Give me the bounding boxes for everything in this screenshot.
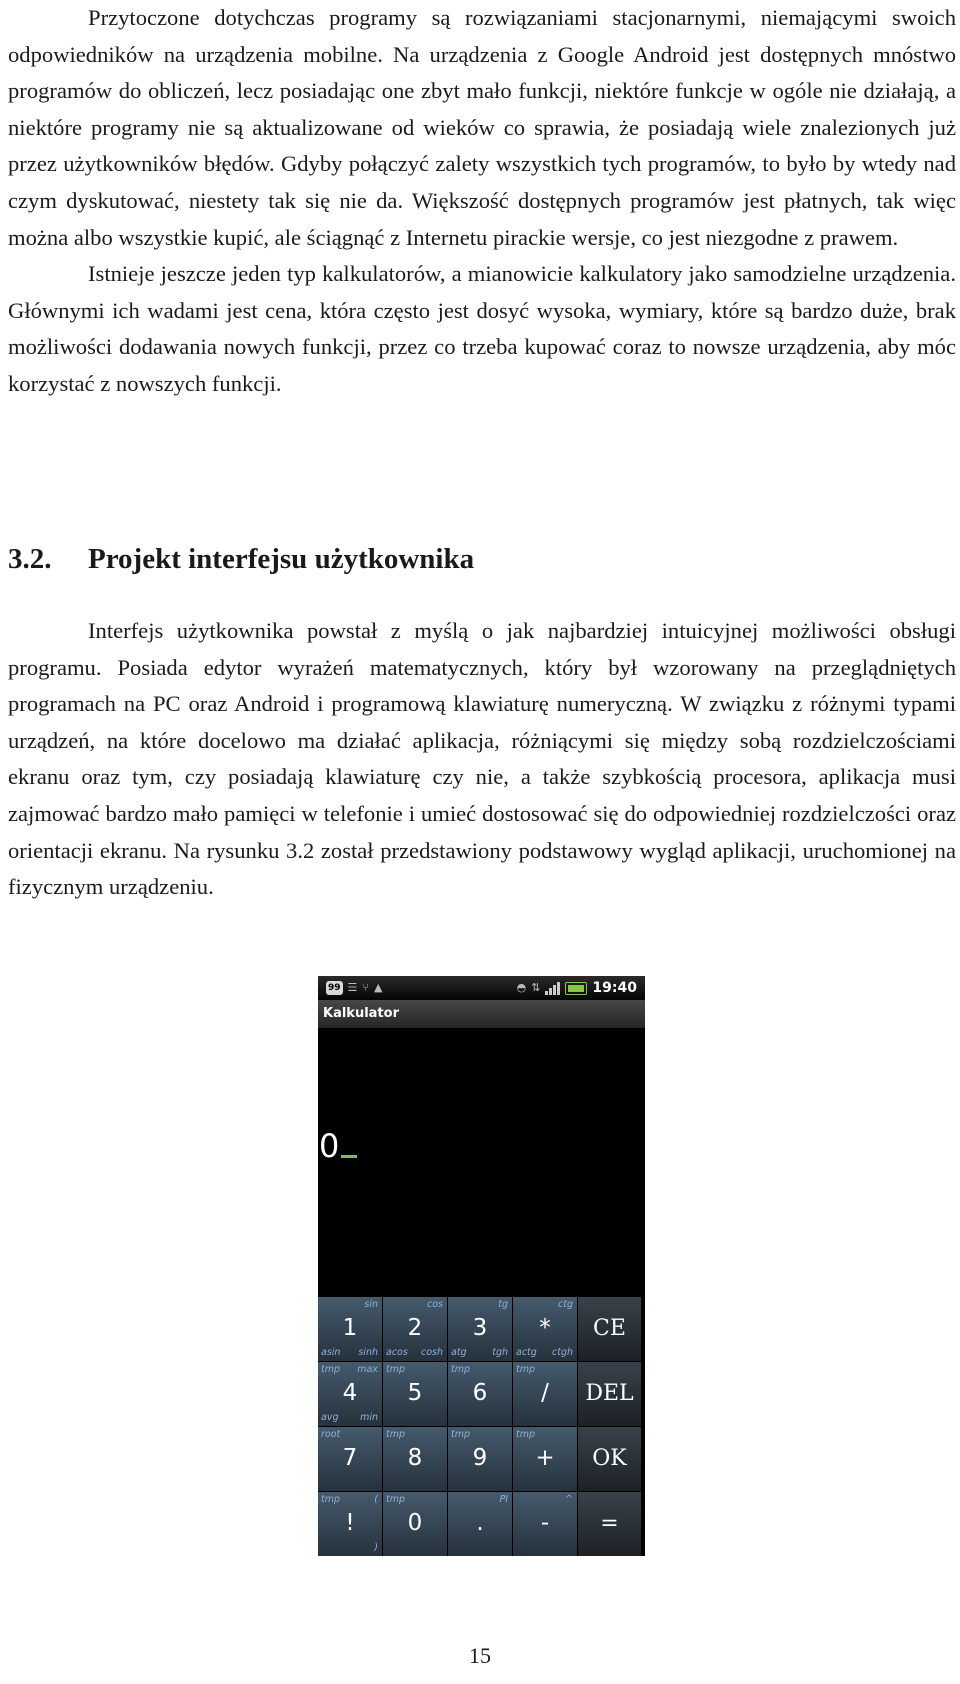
- calc-key[interactable]: [513, 1297, 577, 1361]
- calc-key[interactable]: [448, 1427, 512, 1491]
- key-sublabel-top-left: tmp: [386, 1429, 406, 1440]
- key-sublabel-bottom-left: atg: [451, 1347, 467, 1358]
- calc-key[interactable]: [318, 1427, 382, 1491]
- key-sublabel-top-left: tmp: [451, 1364, 471, 1375]
- section-heading: [8, 541, 474, 577]
- key-label: *: [539, 1315, 551, 1341]
- key-sublabel-top-left: tmp: [386, 1364, 406, 1375]
- notification-icons: [326, 980, 382, 996]
- key-sublabel-bottom-right: tgh: [492, 1347, 508, 1358]
- paragraph: Istnieje jeszcze jeden typ kalkulatorów, a mianowicie kalkulatory jako samodzielne urządzenia. Głównymi ich wadami jest cena, która często jest dosyć wysoka, wymiary, które są bardzo duże, brak możliwości dodawania nowych funkcji, przez co trzeba kupować coraz to nowsze urządzenia, aby móc korzystać z nowszych funkcji.: [8, 261, 956, 396]
- key-sublabel-top-right: (: [374, 1494, 378, 1505]
- key-sublabel-top-left: tmp: [321, 1494, 341, 1505]
- key-sublabel-top-left: tmp: [321, 1364, 341, 1375]
- calc-key[interactable]: [578, 1492, 641, 1556]
- page-number: 15: [469, 1643, 491, 1668]
- key-sublabel-bottom-left: avg: [321, 1412, 339, 1423]
- status-time: 19:40: [592, 980, 637, 996]
- calc-key[interactable]: [318, 1362, 382, 1426]
- key-label: 4: [342, 1380, 358, 1406]
- signal-icon: [545, 982, 560, 995]
- key-sublabel-bottom-right: min: [360, 1412, 378, 1423]
- calc-key[interactable]: [578, 1362, 641, 1426]
- key-sublabel-top-left: tmp: [516, 1364, 536, 1375]
- calc-key[interactable]: [383, 1427, 447, 1491]
- key-sublabel-top-left: tmp: [451, 1429, 471, 1440]
- key-label: DEL: [585, 1381, 634, 1406]
- key-label: 3: [472, 1315, 488, 1341]
- key-sublabel-top-left: root: [321, 1429, 341, 1440]
- key-label: 7: [342, 1445, 358, 1471]
- intro-text: [8, 0, 956, 403]
- usb-icon: ⑂: [362, 981, 370, 994]
- key-label: 0: [407, 1510, 423, 1536]
- key-label: .: [476, 1510, 484, 1536]
- key-sublabel-top-right: tg: [498, 1299, 508, 1310]
- key-label: +: [535, 1445, 555, 1471]
- app-title: Kalkulator: [323, 1006, 399, 1021]
- key-sublabel-bottom-left: asin: [321, 1347, 341, 1358]
- key-sublabel-bottom-left: actg: [516, 1347, 537, 1358]
- key-sublabel-top-right: ^: [565, 1494, 573, 1505]
- display-value: 0: [319, 1127, 340, 1165]
- debug-icon: ▲: [374, 981, 383, 994]
- key-label: OK: [592, 1446, 627, 1471]
- key-sublabel-bottom-left: acos: [386, 1347, 408, 1358]
- calc-key[interactable]: [318, 1297, 382, 1361]
- calc-key[interactable]: [448, 1297, 512, 1361]
- calculator-display[interactable]: [319, 1128, 357, 1164]
- section-title: Projekt interfejsu użytkownika: [88, 543, 475, 575]
- calc-key[interactable]: [578, 1297, 641, 1361]
- key-sublabel-top-left: tmp: [386, 1494, 406, 1505]
- key-sublabel-top-left: tmp: [516, 1429, 536, 1440]
- key-label: /: [541, 1380, 549, 1406]
- key-sublabel-top-right: cos: [427, 1299, 443, 1310]
- calc-key[interactable]: [513, 1427, 577, 1491]
- key-label: =: [600, 1511, 619, 1536]
- key-sublabel-top-right: PI: [499, 1494, 508, 1505]
- key-sublabel-top-right: ctg: [558, 1299, 573, 1310]
- paragraph: Interfejs użytkownika powstał z myślą o jak najbardziej intuicyjnej możliwości obsługi programu. Posiada edytor wyrażeń matematycznych, który był wzorowany na przeglądniętych programach na PC oraz Android i programową klawiaturę numeryczną. W związku z różnymi typami urządzeń, na które docelowo ma działać aplikacja, różniącymi się między sobą rozdzielczościami ekranu oraz tym, czy posiadają klawiaturę czy nie, a także szybkością procesora, aplikacja musi zajmować bardzo mało pamięci w telefonie i umieć dostosować się do odpowiedniej rozdzielczości oraz orientacji ekranu. Na rysunku 3.2 został przedstawiony podstawowy wygląd aplikacji, uruchomionej na fizycznym urządzeniu.: [8, 618, 956, 900]
- key-sublabel-top-right: max: [357, 1364, 378, 1375]
- key-sublabel-bottom-right: cosh: [420, 1347, 443, 1358]
- keyboard-icon: ☰: [347, 981, 358, 994]
- key-label: 2: [407, 1315, 423, 1341]
- phone-screenshot: [318, 976, 645, 1556]
- wifi-icon: ◓: [516, 981, 527, 994]
- text-cursor: [341, 1155, 357, 1158]
- key-sublabel-bottom-right: ctgh: [552, 1347, 573, 1358]
- calc-key[interactable]: [383, 1362, 447, 1426]
- battery-icon: [565, 982, 587, 995]
- calc-key[interactable]: [448, 1492, 512, 1556]
- section-number: 3.2.: [8, 543, 52, 575]
- key-label: !: [345, 1510, 355, 1536]
- calc-key[interactable]: [513, 1362, 577, 1426]
- app-title-bar: [318, 1000, 645, 1028]
- key-label: -: [540, 1510, 550, 1536]
- key-label: CE: [593, 1316, 626, 1341]
- key-sublabel-bottom-right: sinh: [358, 1347, 378, 1358]
- calc-key[interactable]: [448, 1362, 512, 1426]
- key-sublabel-top-right: sin: [364, 1299, 378, 1310]
- calc-key[interactable]: [578, 1427, 641, 1491]
- calc-key[interactable]: [513, 1492, 577, 1556]
- key-label: 5: [407, 1380, 423, 1406]
- key-label: 6: [472, 1380, 488, 1406]
- calc-key[interactable]: [318, 1492, 382, 1556]
- section-text: [8, 613, 956, 906]
- paragraph: Przytoczone dotychczas programy są rozwiązaniami stacjonarnymi, niemającymi swoich odpowiedników na urządzenia mobilne. Na urządzenia z Google Android jest dostępnych mnóstwo programów do obliczeń, lecz posiadając one zbyt mało funkcji, niektóre funkcje w ogóle nie działają, a niektóre programy nie są aktualizowane od wieków co sprawia, że posiadają wiele znalezionych już przez użytkowników błędów. Gdyby połączyć zalety wszystkich tych programów, to było by wtedy nad czym dyskutować, niestety tak się nie da. Większość dostępnych programów jest płatnych, tak więc można albo wszystkie kupić, ale ściągnąć z Internetu pirackie wersje, co jest niezgodne z prawem.: [8, 5, 956, 250]
- status-right: [517, 979, 637, 997]
- key-sublabel-bottom-right: ): [374, 1542, 378, 1553]
- status-bar: [318, 976, 645, 1000]
- calculator-keypad: [318, 1296, 645, 1556]
- calc-key[interactable]: [383, 1492, 447, 1556]
- key-label: 1: [342, 1315, 358, 1341]
- notification-badge: 99: [328, 983, 341, 993]
- calc-key[interactable]: [383, 1297, 447, 1361]
- network-icon: ⇅: [531, 981, 541, 994]
- key-label: 8: [407, 1445, 423, 1471]
- key-label: 9: [472, 1445, 488, 1471]
